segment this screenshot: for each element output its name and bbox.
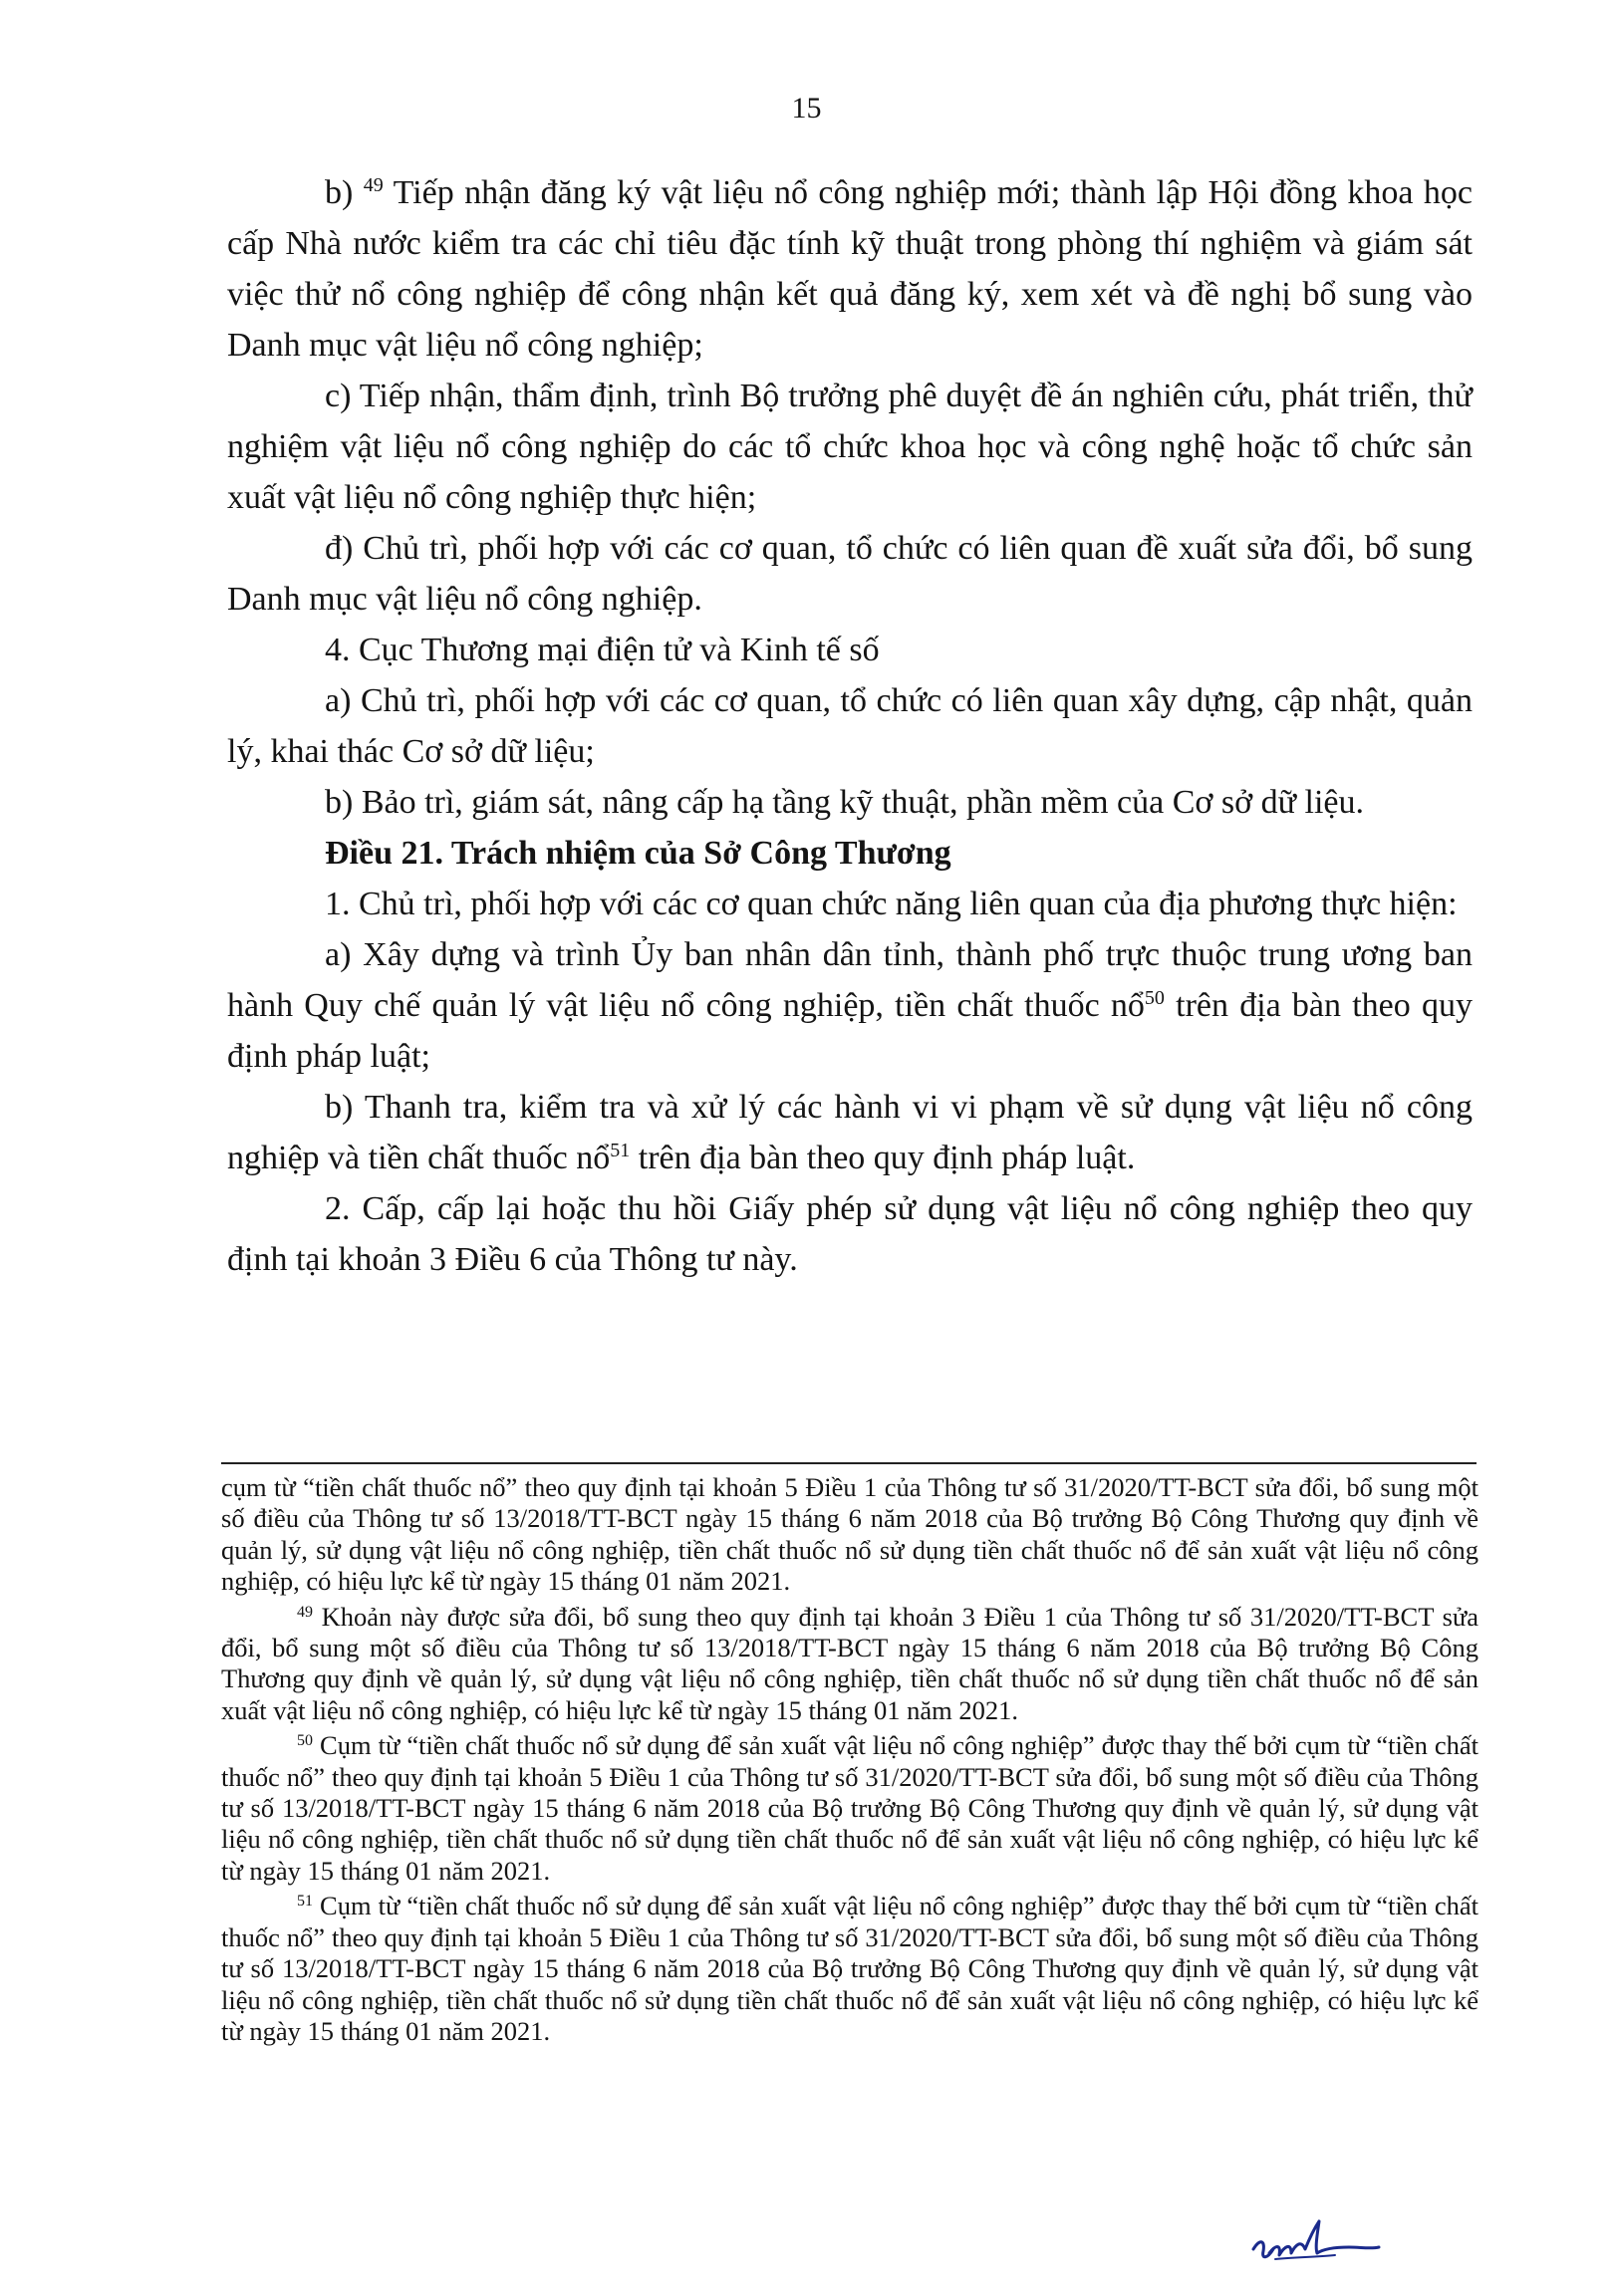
paragraph-b-maintenance: b) Bảo trì, giám sát, nâng cấp hạ tầng kỹ thuật, phần mềm của Cơ sở dữ liệu. xyxy=(325,784,1364,821)
page-number: 15 xyxy=(791,92,822,125)
paragraph-b-inspection xyxy=(227,1082,1473,1183)
paragraph-text: b) Thanh tra, kiểm tra và xử lý các hành vi vi phạm về sử dụng vật liệu nổ công nghiệp và tiền chất thuốc nổ xyxy=(227,1089,1473,1176)
footnote-ref-50: 50 xyxy=(1144,987,1165,1009)
footnote-ref-49: 49 xyxy=(363,174,384,196)
footnote-text: Cụm từ “tiền chất thuốc nổ sử dụng để sản xuất vật liệu nổ công nghiệp” được thay thế bởi cụm từ “tiền chất thuốc nổ” theo quy định tại khoản 5 Điều 1 của Thông tư số 31/2020/TT-BCT sửa đổi, bổ sung một số điều của Thông tư số 13/2018/TT-BCT ngày 15 tháng 6 năm 2018 của Bộ trưởng Bộ Công Thương quy định về quản lý, sử dụng vật liệu nổ công nghiệp, tiền chất thuốc nổ sử dụng tiền chất thuốc nổ để sản xuất vật liệu nổ công nghiệp, có hiệu lực kể từ ngày 15 tháng 01 năm 2021. xyxy=(221,1730,1479,1886)
paragraph-a-database: a) Chủ trì, phối hợp với các cơ quan, tổ chức có liên quan xây dựng, cập nhật, quản lý, khai thác Cơ sở dữ liệu; xyxy=(227,682,1473,770)
footnote-text: Cụm từ “tiền chất thuốc nổ sử dụng để sản xuất vật liệu nổ công nghiệp” được thay thế bởi cụm từ “tiền chất thuốc nổ” theo quy định tại khoản 5 Điều 1 của Thông tư số 31/2020/TT-BCT sửa đổi, bổ sung một số điều của Thông tư số 13/2018/TT-BCT ngày 15 tháng 6 năm 2018 của Bộ trưởng Bộ Công Thương quy định về quản lý, sử dụng vật liệu nổ công nghiệp, tiền chất thuốc nổ sử dụng tiền chất thuốc nổ để sản xuất vật liệu nổ công nghiệp, có hiệu lực kể từ ngày 15 tháng 01 năm 2021. xyxy=(221,1891,1479,2046)
paragraph-item-4: 4. Cục Thương mại điện tử và Kinh tế số xyxy=(325,632,880,668)
paragraph-text: Tiếp nhận đăng ký vật liệu nổ công nghiệp mới; thành lập Hội đồng khoa học cấp Nhà nước kiểm tra các chỉ tiêu đặc tính kỹ thuật trong phòng thí nghiệm và giám sát việc thử nổ công nghiệp để công nhận kết quả đăng ký, xem xét và đề nghị bổ sung vào Danh mục vật liệu nổ công nghiệp; xyxy=(227,174,1474,364)
paragraph-item-1: 1. Chủ trì, phối hợp với các cơ quan chức năng liên quan của địa phương thực hiện: xyxy=(325,886,1458,922)
footnote-text: Khoản này được sửa đổi, bổ sung theo quy định tại khoản 3 Điều 1 của Thông tư số 31/2020/TT-BCT sửa đổi, bổ sung một số điều của Thông tư số 13/2018/TT-BCT ngày 15 tháng 6 năm 2018 của Bộ trưởng Bộ Công Thương quy định về quản lý, sử dụng vật liệu nổ công nghiệp, tiền chất thuốc nổ sử dụng tiền chất thuốc nổ để sản xuất vật liệu nổ công nghiệp, có hiệu lực kể từ ngày 15 tháng 01 năm 2021. xyxy=(221,1601,1479,1725)
footnote-number: 51 xyxy=(297,1893,313,1911)
paragraph-marker: b) xyxy=(325,174,354,211)
paragraph-text: a) Xây dựng và trình Ủy ban nhân dân tỉnh, thành phố trực thuộc trung ương ban hành Quy chế quản lý vật liệu nổ công nghiệp, tiền chất thuốc nổ xyxy=(227,936,1473,1024)
article-21-heading: Điều 21. Trách nhiệm của Sở Công Thương xyxy=(325,835,951,872)
main-text xyxy=(227,167,1473,1285)
footnote-continuation: cụm từ “tiền chất thuốc nổ” theo quy định tại khoản 5 Điều 1 của Thông tư số 31/2020/TT-BCT sửa đổi, bổ sung một số điều của Thông tư số 13/2018/TT-BCT ngày 15 tháng 6 năm 2018 của Bộ trưởng Bộ Công Thương quy định về quản lý, sử dụng vật liệu nổ công nghiệp, tiền chất thuốc nổ sử dụng tiền chất thuốc nổ để sản xuất vật liệu nổ công nghiệp, có hiệu lực kể từ ngày 15 tháng 01 năm 2021. xyxy=(221,1472,1479,1597)
footnote-51 xyxy=(221,1891,1479,2047)
footnote-divider xyxy=(221,1462,1477,1464)
paragraph-c: c) Tiếp nhận, thẩm định, trình Bộ trưởng phê duyệt đề án nghiên cứu, phát triển, thử nghiệm vật liệu nổ công nghiệp do các tổ chức khoa học và công nghệ hoặc tổ chức sản xuất vật liệu nổ công nghiệp thực hiện; xyxy=(227,378,1473,516)
paragraph-item-2: 2. Cấp, cấp lại hoặc thu hồi Giấy phép sử dụng vật liệu nổ công nghiệp theo quy định tại khoản 3 Điều 6 của Thông tư này. xyxy=(227,1190,1473,1278)
paragraph-a-regulation xyxy=(227,929,1473,1082)
paragraph-d: đ) Chủ trì, phối hợp với các cơ quan, tổ chức có liên quan đề xuất sửa đổi, bổ sung Danh mục vật liệu nổ công nghiệp. xyxy=(227,530,1473,618)
signature-initials xyxy=(1245,2209,1385,2279)
paragraph-text-end: trên địa bàn theo quy định pháp luật; xyxy=(227,987,1473,1075)
footnote-number: 49 xyxy=(297,1603,313,1621)
footnote-49 xyxy=(221,1602,1479,1727)
footnote-number: 50 xyxy=(297,1732,313,1750)
paragraph-text-end: trên địa bàn theo quy định pháp luật. xyxy=(630,1140,1136,1176)
footnote-50 xyxy=(221,1730,1479,1887)
footnote-ref-51: 51 xyxy=(610,1140,631,1161)
paragraph-b-registration xyxy=(227,167,1473,371)
footnotes xyxy=(221,1472,1479,2051)
